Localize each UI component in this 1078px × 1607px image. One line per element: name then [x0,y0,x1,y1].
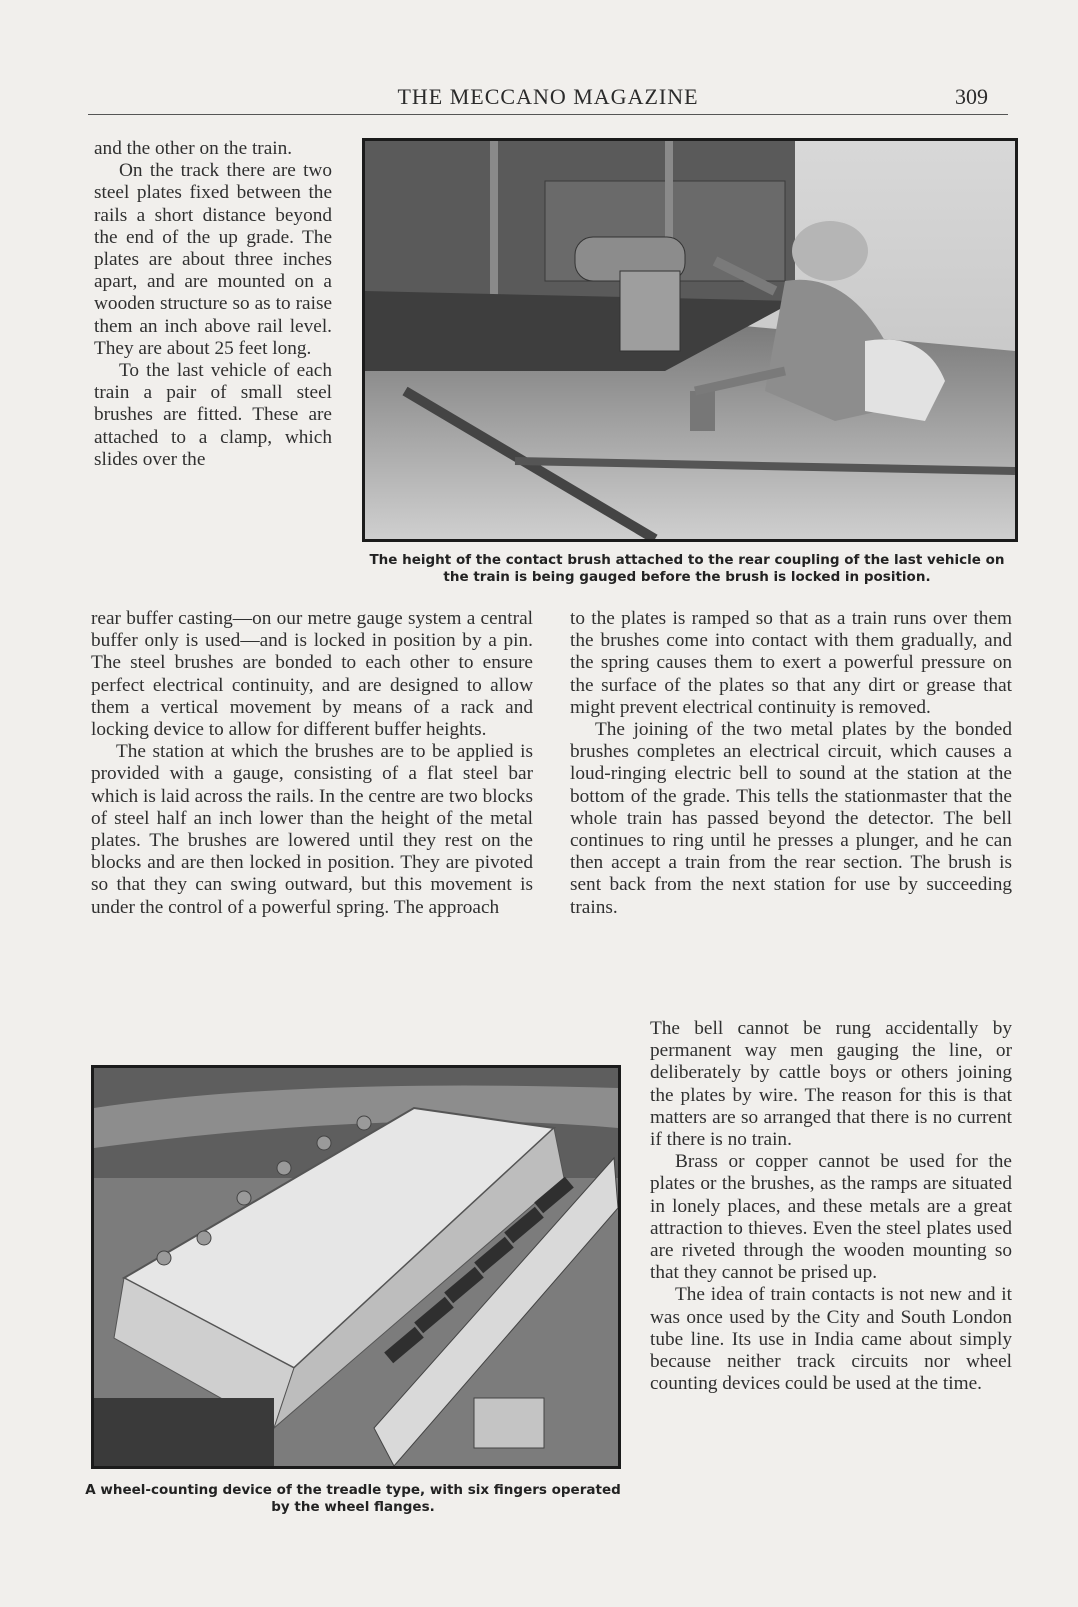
paragraph: The idea of train contacts is not new and it was once used by the City and South London tube line. Its use in India came about simply because neither track circuits nor wheel counting devices could be used at the time. [650,1284,1012,1395]
magazine-title: THE MECCANO MAGAZINE [397,84,699,109]
paragraph: and the other on the train. [94,138,293,159]
page-number: 309 [955,84,988,109]
paragraph: On the track there are two steel plates fixed between the rails a short distance beyond the end of the up grade. The plates are about three inches apart, and are mounted on a wooden structure so as to raise them an inch above rail level. They are about 25 feet long. [94,160,332,359]
paragraph: The station at which the brushes are to be applied is provided with a gauge, consisting of a flat steel bar which is laid across the rails. In the centre are two blocks of steel half an inch lower than the height of the metal plates. The brushes are lowered until they rest on the blocks and are then locked in position. They are pivoted so that they can swing outward, but this movement is under the control of a powerful spring. The approach [91,741,533,918]
paragraph: To the last vehicle of each train a pair of small steel brushes are fitted. These are attached to a clamp, which slides over the [94,360,332,470]
photo-caption-top: The height of the contact brush attached to the rear coupling of the last vehicle on the train is being gauged before the brush is locked in position. [369,552,1005,585]
right-lower-column [650,1018,1012,1395]
right-column [570,608,1012,919]
paragraph: rear buffer casting—on our metre gauge system a central buffer only is used—and is locked in position by a pin. The steel brushes are bonded to each other to ensure perfect electrical continuity, and are designed to allow them a vertical movement by means of a rack and locking device to allow for different buffer heights. [91,608,533,741]
left-column [91,608,533,919]
narrow-column [94,138,332,471]
treadle-device-photo [91,1065,621,1469]
paragraph: The joining of the two metal plates by the bonded brushes completes an electrical circuit, which causes a loud-ringing electric bell to sound at the station at the bottom of the grade. This tells the stationmaster that the whole train has passed beyond the detector. The bell continues to ring until he presses a plunger, and he can then accept a train from the rear section. The brush is sent back from the next station for use by succeeding trains. [570,719,1012,918]
photo-caption-bottom: A wheel-counting device of the treadle type, with six fingers operated by the wheel flanges. [85,1482,621,1515]
paragraph: The bell cannot be rung accidentally by permanent way men gauging the line, or deliberately by cattle boys or others joining the plates by wire. The reason for this is that matters are so arranged that there is no current if there is no train. [650,1018,1012,1151]
paragraph: to the plates is ramped so that as a train runs over them the brushes come into contact with them gradually, and the spring causes them to exert a powerful pressure on the surface of the plates so that any dirt or grease that might prevent electrical continuity is removed. [570,608,1012,718]
contact-brush-photo [362,138,1018,542]
photo-illustration [365,141,1015,539]
page-header [88,82,1008,115]
photo-illustration [94,1068,618,1466]
paragraph: Brass or copper cannot be used for the plates or the brushes, as the ramps are situated in lonely places, and these metals are a great attraction to thieves. Even the steel plates used are riveted through the wooden mounting so that they cannot be prised up. [650,1151,1012,1284]
